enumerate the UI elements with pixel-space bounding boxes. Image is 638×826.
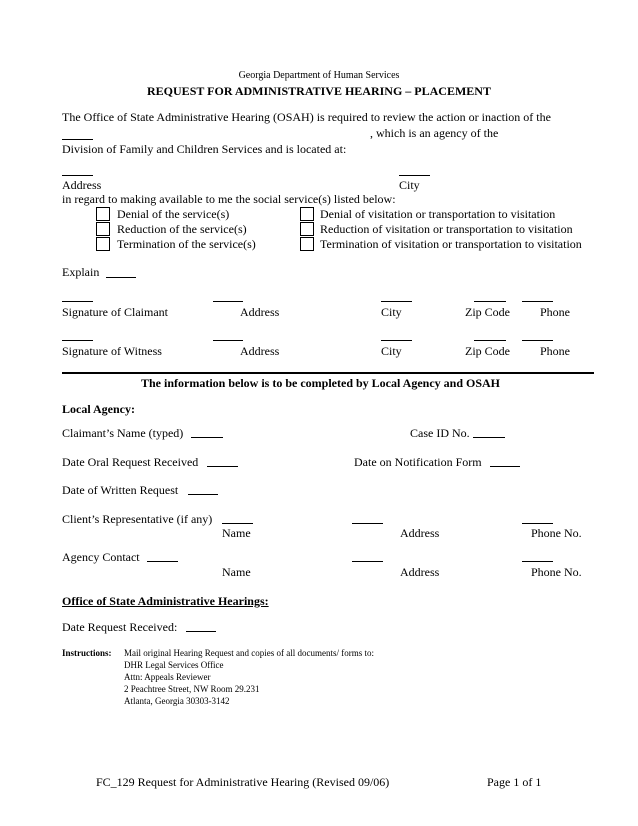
date-written-blank[interactable] (188, 494, 218, 495)
label-denial-visitation: Denial of visitation or transportation to visitation (320, 207, 556, 221)
intro-line-3: Division of Family and Children Services and is located at: (62, 142, 347, 156)
client-rep-label: Client’s Representative (if any) (62, 512, 213, 526)
witness-city-blank[interactable] (381, 340, 412, 341)
client-rep-address-label: Address (400, 526, 440, 540)
date-received-blank[interactable] (186, 631, 216, 632)
claimant-phone-blank[interactable] (522, 301, 553, 302)
checkbox-denial-visitation[interactable] (300, 207, 314, 221)
local-agency-heading: Local Agency: (62, 402, 135, 416)
checkbox-reduction-visitation[interactable] (300, 222, 314, 236)
case-id-blank[interactable] (473, 437, 505, 438)
address-blank[interactable] (62, 175, 93, 176)
intro-line-1: The Office of State Administrative Hearing (OSAH) is required to review the action or inaction of the (62, 110, 551, 124)
claimant-zip-label: Zip Code (465, 305, 510, 319)
witness-zip-blank[interactable] (474, 340, 506, 341)
claimant-address-blank[interactable] (213, 301, 243, 302)
explain-label: Explain (62, 265, 100, 279)
date-oral-blank[interactable] (207, 466, 238, 467)
client-rep-name-label: Name (222, 526, 251, 540)
osah-heading: Office of State Administrative Hearings: (62, 594, 269, 608)
city-blank[interactable] (399, 175, 430, 176)
agency-contact-name-label: Name (222, 565, 251, 579)
instructions-line-3: Attn: Appeals Reviewer (124, 672, 211, 682)
agency-contact-address-label: Address (400, 565, 440, 579)
witness-address-label: Address (240, 344, 280, 358)
checkbox-denial-service[interactable] (96, 207, 110, 221)
agency-contact-phone-label: Phone No. (531, 565, 582, 579)
witness-signature-label: Signature of Witness (62, 344, 162, 358)
claimant-name-label: Claimant’s Name (typed) (62, 426, 184, 440)
witness-phone-blank[interactable] (522, 340, 553, 341)
agency-contact-name-blank[interactable] (147, 561, 178, 562)
claimant-phone-label: Phone (540, 305, 570, 319)
date-oral-label: Date Oral Request Received (62, 455, 199, 469)
address-label: Address (62, 178, 102, 192)
date-notification-label: Date on Notification Form (354, 455, 482, 469)
intro-line-2: , which is an agency of the (370, 126, 499, 140)
witness-phone-label: Phone (540, 344, 570, 358)
instructions-line-1: Mail original Hearing Request and copies of all documents/ forms to: (124, 648, 374, 658)
agency-contact-phone-blank[interactable] (522, 561, 553, 562)
witness-city-label: City (381, 344, 402, 358)
date-written-label: Date of Written Request (62, 483, 179, 497)
instructions-label: Instructions: (62, 648, 112, 658)
checkbox-termination-visitation[interactable] (300, 237, 314, 251)
claimant-signature-blank[interactable] (62, 301, 93, 302)
label-denial-service: Denial of the service(s) (117, 207, 230, 221)
instructions-line-4: 2 Peachtree Street, NW Room 29.231 (124, 684, 260, 694)
agency-name-blank[interactable] (62, 139, 93, 140)
instructions-line-2: DHR Legal Services Office (124, 660, 224, 670)
agency-contact-label: Agency Contact (62, 550, 140, 564)
checkbox-termination-service[interactable] (96, 237, 110, 251)
footer-page-number: Page 1 of 1 (487, 775, 542, 789)
witness-signature-blank[interactable] (62, 340, 93, 341)
services-intro: in regard to making available to me the social service(s) listed below: (62, 192, 396, 206)
label-termination-visitation: Termination of visitation or transportation to visitation (320, 237, 582, 251)
claimant-signature-label: Signature of Claimant (62, 305, 168, 319)
client-rep-phone-blank[interactable] (522, 523, 553, 524)
section-heading: The information below is to be completed by Local Agency and OSAH (141, 376, 501, 390)
client-rep-phone-label: Phone No. (531, 526, 582, 540)
case-id-label: Case ID No. (410, 426, 470, 440)
section-divider (62, 372, 594, 374)
agency-name: Georgia Department of Human Services (238, 70, 400, 81)
footer-form-id: FC_129 Request for Administrative Hearing (Revised 09/06) (96, 775, 390, 789)
page-title: REQUEST FOR ADMINISTRATIVE HEARING – PLACEMENT (147, 84, 491, 98)
client-rep-name-blank[interactable] (222, 523, 253, 524)
explain-blank[interactable] (106, 277, 136, 278)
city-label: City (399, 178, 420, 192)
checkbox-reduction-service[interactable] (96, 222, 110, 236)
claimant-city-label: City (381, 305, 402, 319)
date-received-label: Date Request Received: (62, 620, 178, 634)
date-notification-blank[interactable] (490, 466, 520, 467)
claimant-address-label: Address (240, 305, 280, 319)
claimant-city-blank[interactable] (381, 301, 412, 302)
witness-zip-label: Zip Code (465, 344, 510, 358)
claimant-zip-blank[interactable] (474, 301, 506, 302)
agency-contact-address-blank[interactable] (352, 561, 383, 562)
claimant-name-blank[interactable] (191, 437, 223, 438)
instructions-line-5: Atlanta, Georgia 30303-3142 (124, 696, 230, 706)
witness-address-blank[interactable] (213, 340, 243, 341)
label-termination-service: Termination of the service(s) (117, 237, 256, 251)
label-reduction-visitation: Reduction of visitation or transportation to visitation (320, 222, 573, 236)
label-reduction-service: Reduction of the service(s) (117, 222, 247, 236)
client-rep-address-blank[interactable] (352, 523, 383, 524)
